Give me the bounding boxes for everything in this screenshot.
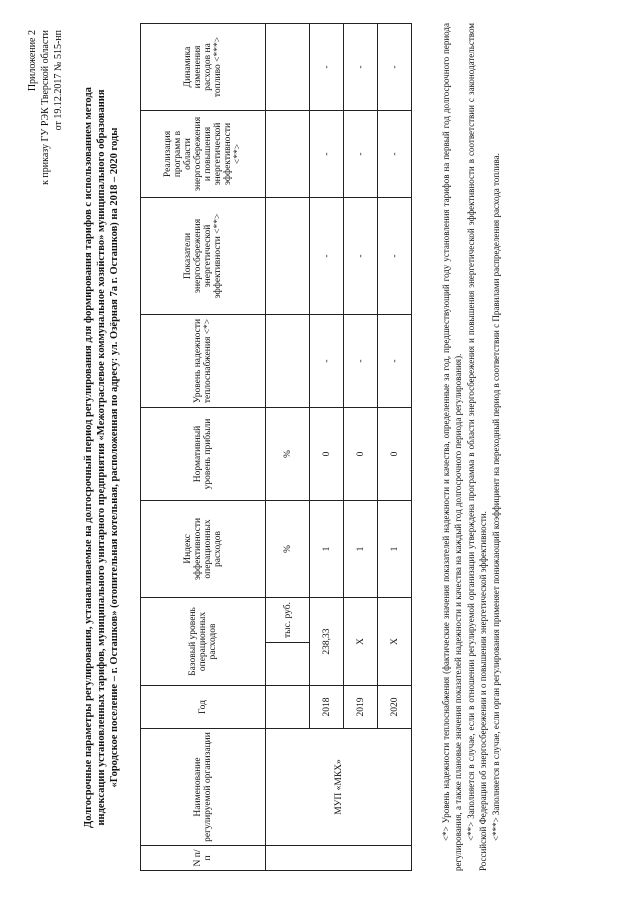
row-reliability: - — [310, 315, 344, 408]
row-index: 1 — [344, 501, 378, 598]
appendix-line-2: к приказу ГУ РЭК Тверской области — [40, 30, 51, 185]
cell-org: МУП «МКХ» — [266, 729, 412, 846]
row-fuel: - — [344, 24, 378, 111]
appendix-line-1: Приложение 2 — [27, 30, 38, 92]
appendix-line-3: от 19.12.2017 № 515-нп — [53, 30, 64, 131]
row-year: 2018 — [310, 686, 344, 729]
footnote-1: <*> Уровень надежности теплоснабжения (фактические значения показателей надежности и качества, определенные за год, предшествующий году установления тарифов на первый год долгосрочного периода регулирования, а также плановые значения показателей надежности и качества на каждый год долгосрочного периода регулирования). — [441, 23, 463, 871]
cell-base-empty — [266, 643, 310, 686]
row-program: - — [310, 111, 344, 198]
header-base: Базовый уровень операционных расходов — [141, 598, 266, 686]
row-fuel: - — [378, 24, 412, 111]
row-base: Х — [378, 598, 412, 686]
document-title: Долгосрочные параметры регулирования, устанавливаемые на долгосрочный период регулирования для формирования тарифов с использованием метода индексации установленных тарифов, муниципального унитарного предприятия «Межотраслевое коммунальное хозяйство» муниципального образования «Городское поселение – г. Осташков» (отопительная котельная, расположенная по адресу: ул. Озёрная 7а г. Осташков) на 2018 – 2020 годы — [83, 87, 120, 828]
appendix-header — [26, 30, 65, 185]
row-reliability: - — [344, 315, 378, 408]
header-index: Индекс эффективности операционных расходов — [141, 501, 266, 598]
header-year: Год — [141, 686, 266, 729]
row-energy-indicators: - — [310, 198, 344, 315]
footnote-3: <***> Заполняется в случае, если орган регулирования применяет понижающий коэффициент на переходный период в соответствии с Правилами распределения расхода топлива. — [491, 153, 501, 841]
footnote-2: <**> Заполняется в случае, если в отношении регулируемой организации утверждена программа в области энергосбережения и повышения энергетической эффективности в соответствии с законодательством Российской Федерации об энергосбережении и о повышении энергетической эффективности. — [466, 23, 488, 871]
row-base: Х — [344, 598, 378, 686]
footnotes — [440, 23, 503, 871]
header-num: N п/п — [141, 846, 266, 871]
table-header-row — [141, 24, 266, 871]
header-program: Реализация программ в области энергосбережения и повышения энергетической эффективности <**> — [141, 111, 266, 198]
row-index: 1 — [310, 501, 344, 598]
unit-base: тыс. руб. — [266, 598, 310, 643]
header-reliability: Уровень надежности теплоснабжения <*> — [141, 315, 266, 408]
table-units-row — [266, 24, 310, 871]
header-org: Наименование регулируемой организации — [141, 729, 266, 846]
row-energy-indicators: - — [378, 198, 412, 315]
row-program: - — [378, 111, 412, 198]
row-fuel: - — [310, 24, 344, 111]
header-profit: Нормативный уровень прибыли — [141, 408, 266, 501]
row-profit: 0 — [310, 408, 344, 501]
parameters-table — [140, 23, 412, 871]
header-fuel: Динамика изменения расходов на топливо <***> — [141, 24, 266, 111]
header-energy-indicators: Показатели энергосбережения энергетической эффективности <**> — [141, 198, 266, 315]
row-energy-indicators: - — [344, 198, 378, 315]
row-program: - — [344, 111, 378, 198]
row-year: 2019 — [344, 686, 378, 729]
row-profit: 0 — [378, 408, 412, 501]
unit-profit: % — [266, 408, 310, 501]
row-year: 2020 — [378, 686, 412, 729]
row-base: 238,33 — [310, 598, 344, 686]
row-index: 1 — [378, 501, 412, 598]
cell-num — [266, 846, 412, 871]
row-profit: 0 — [344, 408, 378, 501]
cell-year-empty — [266, 686, 310, 729]
row-reliability: - — [378, 315, 412, 408]
unit-index: % — [266, 501, 310, 598]
